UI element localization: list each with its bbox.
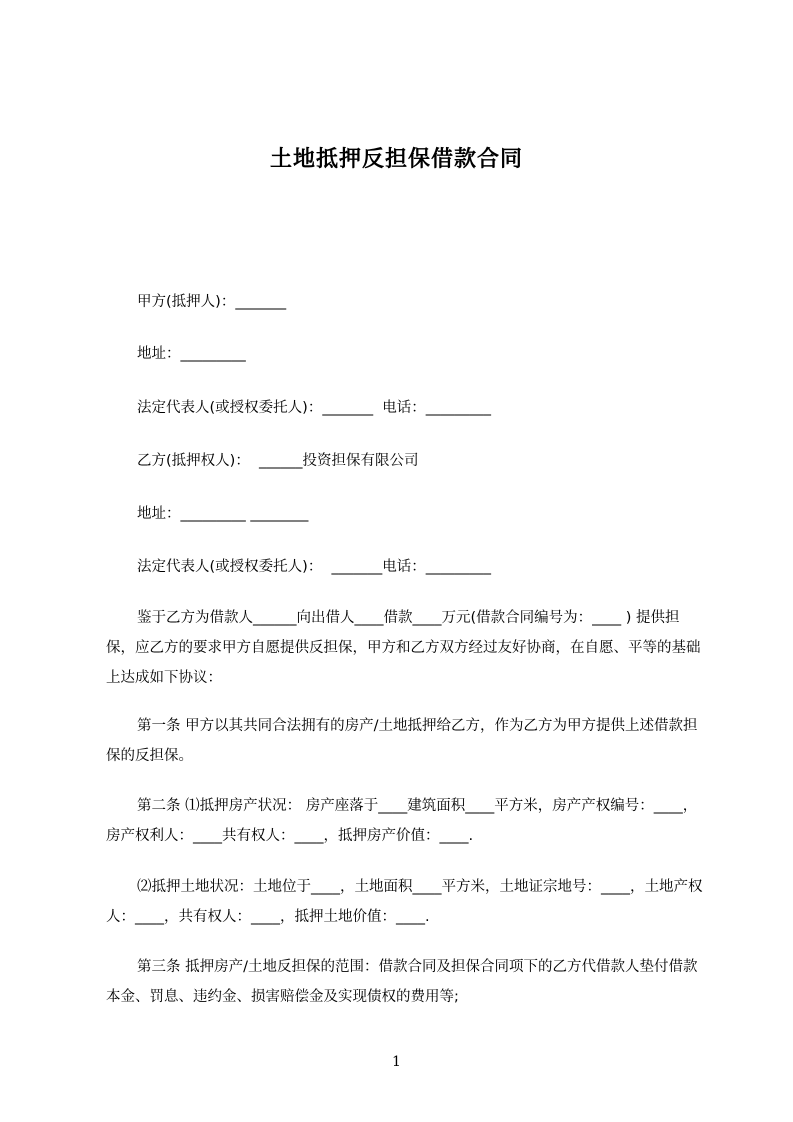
party-b-address: 地址：_________ ________ (137, 506, 309, 522)
article-2-2-paragraph: ⑵抵押土地状况：土地位于____，土地面积____平方米，土地证宗地号：____，土地产权人：____，共有权人：____，抵押土地价值：____. (106, 879, 703, 925)
party-b-name: 乙方(抵押权人)： ______投资担保有限公司 (137, 453, 419, 469)
party-b-representative: 法定代表人(或授权委托人)： _______电话：_________ (137, 559, 492, 575)
party-a-name: 甲方(抵押人)：_______ (137, 294, 287, 310)
party-a-address: 地址：_________ (137, 346, 246, 362)
document-title: 土地抵押反担保借款合同 (269, 147, 523, 172)
article-2-1-paragraph: 第二条 ⑴抵押房产状况： 房产座落于____建筑面积____平方米，房产产权编号：____，房产权利人：____共有权人：____，抵押房产价值：____. (106, 798, 698, 844)
party-a-representative: 法定代表人(或授权委托人)：_______ 电话：_________ (137, 400, 492, 416)
preamble-paragraph: 鉴于乙方为借款人______向出借人____借款____万元(借款合同编号为：____ ) 提供担保，应乙方的要求甲方自愿提供反担保，甲方和乙方双方经过友好协商，在自愿、平等的基础上达成如下协议： (106, 610, 701, 686)
article-1-paragraph: 第一条 甲方以其共同合法拥有的房产/土地抵押给乙方，作为乙方为甲方提供上述借款担保的反担保。 (106, 718, 698, 764)
page-number: 1 (392, 1054, 401, 1070)
article-3-paragraph: 第三条 抵押房产/土地反担保的范围：借款合同及担保合同项下的乙方代借款人垫付借款本金、罚息、违约金、损害赔偿金及实现债权的费用等; (106, 959, 698, 1005)
